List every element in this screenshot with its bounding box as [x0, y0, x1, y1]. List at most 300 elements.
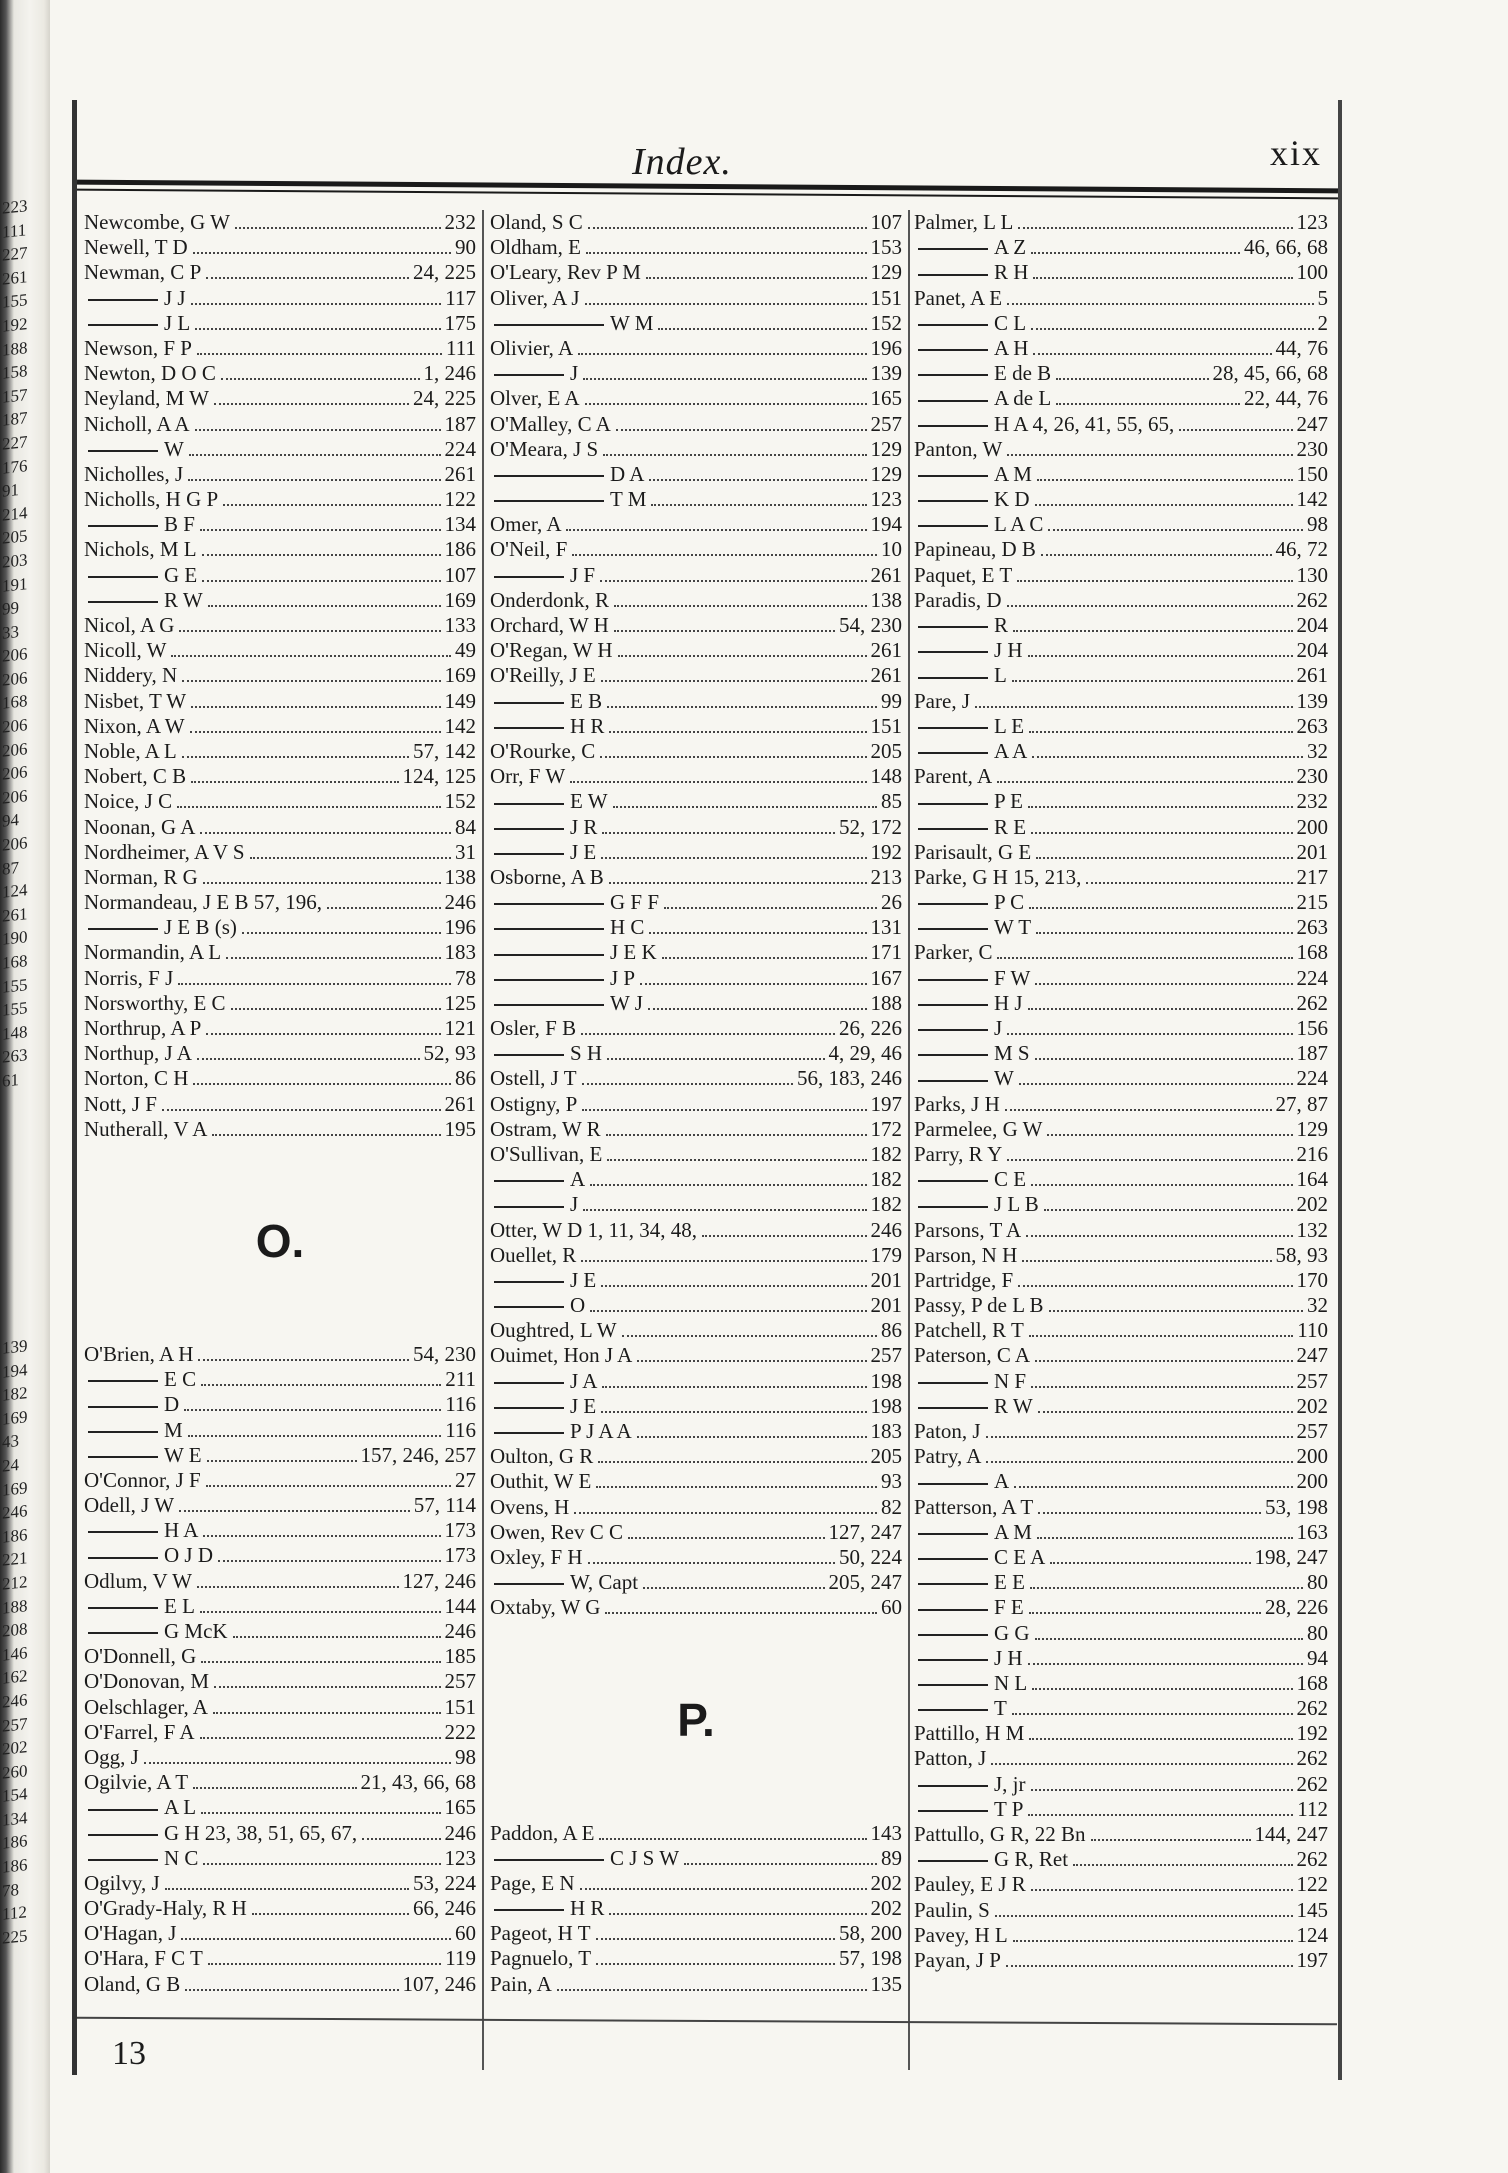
entry-name-text: H A	[164, 1518, 199, 1543]
entry-pages: 46, 66, 68	[1244, 235, 1328, 260]
entry-name-text: Ovens, H	[490, 1494, 570, 1519]
dot-leader	[162, 1109, 441, 1111]
entry-pages: 224	[1296, 965, 1328, 990]
entry-name	[490, 915, 647, 940]
entry-pages: 80	[1307, 1570, 1328, 1595]
facing-page-number: 186	[2, 1855, 28, 1877]
dot-leader	[648, 1008, 867, 1010]
entry-pages: 257	[1296, 1368, 1328, 1393]
dot-leader	[1012, 1713, 1293, 1715]
entry-name	[84, 1041, 195, 1066]
entry-pages: 138	[870, 587, 902, 612]
facing-page-number: 87	[2, 857, 19, 879]
entry-name-text: Olivier, A	[490, 335, 574, 360]
entry-name-text: Normandin, A L	[84, 940, 222, 965]
dot-leader	[207, 1460, 357, 1462]
entry-pages: 139	[1296, 688, 1328, 713]
facing-page-number: 206	[2, 738, 28, 761]
dot-leader	[596, 1486, 877, 1488]
index-entry	[490, 739, 902, 764]
dot-leader	[1029, 731, 1292, 733]
facing-page-number: 169	[2, 1477, 28, 1500]
entry-name-text: O'Sullivan, E	[490, 1141, 603, 1166]
dot-leader	[200, 529, 441, 531]
entry-name-text: K D	[994, 487, 1030, 512]
entry-pages: 152	[444, 789, 476, 814]
entry-name	[914, 1520, 1035, 1545]
entry-name	[914, 336, 1031, 361]
entry-pages: 66, 246	[413, 1896, 476, 1921]
facing-page-number: 157	[2, 384, 28, 407]
entry-pages: 53, 224	[413, 1870, 476, 1895]
ditto-dash	[918, 1080, 988, 1082]
entry-name	[914, 1016, 1005, 1041]
index-entry	[84, 1066, 476, 1091]
index-entry	[914, 1696, 1328, 1721]
facing-page-number: 263	[2, 1045, 28, 1068]
entry-name	[490, 386, 583, 411]
entry-name-text: Panton, W	[914, 436, 1003, 461]
dot-leader	[1028, 1663, 1303, 1665]
dot-leader	[1041, 554, 1272, 556]
index-entry	[914, 966, 1328, 991]
entry-name	[490, 311, 656, 336]
index-entry	[914, 764, 1328, 789]
entry-name	[490, 689, 605, 714]
entry-name	[84, 386, 212, 411]
facing-page-number: 194	[2, 1359, 28, 1382]
index-entry	[84, 1695, 476, 1720]
entry-name-text: F W	[994, 965, 1031, 990]
entry-name-text: E C	[164, 1367, 197, 1392]
dot-leader	[179, 630, 440, 632]
ditto-dash	[918, 1558, 988, 1560]
entry-pages: 168	[1296, 940, 1328, 965]
entry-name	[84, 1418, 186, 1443]
entry-pages: 132	[1296, 1217, 1328, 1242]
ditto-dash	[918, 1659, 988, 1661]
entry-pages: 165	[870, 386, 902, 411]
entry-name	[84, 890, 325, 915]
facing-page-number: 155	[2, 974, 28, 997]
entry-name	[914, 714, 1027, 739]
ditto-dash	[88, 1809, 158, 1811]
entry-name-text: Ostigny, P	[490, 1091, 578, 1116]
dot-leader	[1033, 353, 1271, 355]
entry-pages: 230	[1296, 764, 1328, 789]
entry-name	[84, 286, 189, 311]
dot-leader	[583, 1209, 866, 1211]
index-entry	[914, 890, 1328, 915]
entry-name	[490, 588, 612, 613]
entry-pages: 46, 72	[1275, 537, 1328, 562]
entry-name	[914, 563, 1015, 588]
dot-leader	[1029, 907, 1292, 909]
facing-page-number: 94	[2, 810, 19, 832]
ditto-dash	[494, 1206, 564, 1208]
entry-pages: 21, 43, 66, 68	[360, 1770, 476, 1795]
ditto-dash	[918, 903, 988, 905]
index-entry	[490, 1495, 902, 1520]
dot-leader	[188, 479, 440, 481]
entry-name	[490, 1268, 599, 1293]
entry-pages: 107, 246	[402, 1971, 476, 1996]
ditto-dash	[918, 1609, 988, 1611]
entry-name-text: Nicol, A G	[84, 613, 175, 637]
ditto-dash	[88, 1859, 158, 1861]
facing-page-number: 206	[2, 667, 28, 690]
dot-leader	[1032, 756, 1303, 758]
entry-pages: 187	[444, 411, 476, 436]
ditto-dash	[494, 1909, 564, 1911]
entry-pages: 110	[1297, 1318, 1328, 1343]
entry-name-text: Nichols, M L	[84, 537, 197, 562]
entry-name	[490, 1394, 599, 1419]
dot-leader	[570, 781, 866, 783]
dot-leader	[1013, 630, 1292, 632]
entry-name	[914, 1318, 1027, 1343]
ditto-dash	[918, 374, 988, 376]
entry-pages: 216	[1296, 1141, 1328, 1166]
ditto-dash	[494, 828, 564, 830]
dot-leader	[362, 1838, 440, 1840]
index-entry	[490, 663, 902, 688]
entry-name-text: Onderdonk, R	[490, 587, 609, 612]
entry-name	[84, 915, 240, 940]
entry-name-text: Patchell, R T	[914, 1318, 1024, 1343]
entry-name-text: O'Rourke, C	[490, 738, 596, 763]
entry-pages: 200	[1296, 1469, 1328, 1494]
entry-name	[84, 1619, 231, 1644]
entry-name	[84, 1871, 163, 1896]
index-entry	[490, 966, 902, 991]
entry-pages: 123	[444, 1845, 476, 1870]
ditto-dash	[88, 1607, 158, 1609]
dot-leader	[201, 1384, 441, 1386]
index-entry	[914, 1570, 1328, 1595]
entry-name	[490, 1921, 594, 1946]
index-entry	[490, 437, 902, 462]
entry-pages: 89	[881, 1845, 902, 1870]
ditto-dash	[918, 1810, 988, 1812]
entry-pages: 257	[870, 1343, 902, 1368]
index-entry	[490, 1545, 902, 1570]
index-entry	[914, 991, 1328, 1016]
entry-name-text: R W	[994, 1393, 1033, 1418]
entry-name	[84, 789, 175, 814]
entry-name-text: Nicholl, A A	[84, 411, 190, 436]
entry-pages: 150	[1296, 461, 1328, 486]
index-entry	[490, 1369, 902, 1394]
entry-name-text: A M	[994, 461, 1032, 486]
index-entry	[490, 1444, 902, 1469]
ditto-dash	[494, 576, 564, 578]
facing-page-number: 192	[2, 314, 28, 336]
ditto-dash	[494, 1382, 564, 1384]
ditto-dash	[918, 475, 988, 477]
entry-name-text: G McK	[164, 1619, 228, 1643]
entry-pages: 129	[1296, 1116, 1328, 1141]
entry-name	[84, 840, 248, 865]
entry-name-text: Northup, J A	[84, 1041, 192, 1066]
entry-name	[914, 1872, 1029, 1897]
dot-leader	[609, 731, 866, 733]
index-entry	[914, 1847, 1328, 1872]
entry-name	[84, 210, 233, 235]
entry-name	[914, 1268, 1016, 1293]
dot-leader	[602, 1386, 866, 1388]
entry-name-text: J L B	[994, 1192, 1039, 1217]
index-entry	[84, 588, 476, 613]
index-entry	[84, 1669, 476, 1694]
entry-name-text: Oxley, F H	[490, 1544, 583, 1569]
index-entry	[490, 361, 902, 386]
section-letter: P.	[677, 1693, 715, 1746]
facing-page-number: 154	[2, 1784, 28, 1807]
ditto-dash	[918, 525, 988, 527]
entry-name	[490, 487, 649, 512]
index-entry	[490, 1218, 902, 1243]
dot-leader	[599, 1838, 866, 1840]
index-entry	[914, 462, 1328, 487]
ditto-dash	[918, 626, 988, 628]
entry-pages: 86	[881, 1318, 902, 1343]
dot-leader	[997, 781, 1292, 783]
index-entry	[490, 638, 902, 663]
entry-name	[914, 1595, 1027, 1620]
index-entry	[490, 537, 902, 562]
page-number: xix	[1269, 133, 1322, 173]
entry-name-text: Ogilvie, A T	[84, 1770, 189, 1795]
index-entry	[490, 386, 902, 411]
entry-name	[490, 1218, 700, 1243]
entry-pages: 151	[870, 285, 902, 310]
index-entry	[914, 336, 1328, 361]
dot-leader	[607, 1159, 866, 1161]
dot-leader	[662, 957, 867, 959]
dot-leader	[601, 1411, 866, 1413]
entry-name-text: Payan, J P	[914, 1947, 1001, 1972]
entry-name-text: Passy, P de L B	[914, 1293, 1044, 1318]
ditto-dash	[494, 324, 604, 326]
entry-pages: 151	[444, 1694, 476, 1719]
entry-name	[490, 815, 600, 840]
facing-page-number: 227	[2, 243, 28, 265]
dot-leader	[1031, 252, 1240, 254]
dot-leader	[590, 1184, 866, 1186]
facing-page-number: 112	[2, 1902, 27, 1925]
index-entry	[914, 1772, 1328, 1797]
ditto-dash	[494, 1859, 604, 1861]
index-entry	[84, 815, 476, 840]
entry-name-text: Paulin, S	[914, 1897, 990, 1922]
index-entry	[84, 1745, 476, 1770]
index-entry	[84, 412, 476, 437]
page-title: Index.	[632, 141, 732, 183]
entry-pages: 139	[870, 361, 902, 386]
index-entry	[914, 588, 1328, 613]
entry-name-text: H R	[570, 713, 605, 738]
dot-leader	[193, 1083, 451, 1085]
entry-pages: 94	[1307, 1645, 1328, 1670]
entry-name	[914, 940, 995, 965]
entry-pages: 247	[1296, 1343, 1328, 1368]
entry-pages: 145	[1296, 1897, 1328, 1922]
entry-name	[490, 1871, 578, 1896]
dot-leader	[664, 907, 877, 909]
index-entry	[84, 1117, 476, 1142]
facing-page-number: 91	[2, 480, 19, 501]
entry-name	[490, 1142, 605, 1167]
index-entry	[84, 1594, 476, 1619]
dot-leader	[586, 252, 867, 254]
entry-name	[84, 1745, 142, 1770]
entry-name-text: Nott, J F	[84, 1091, 157, 1116]
index-entry	[914, 1394, 1328, 1419]
entry-name	[914, 1621, 1033, 1646]
entry-name-text: Papineau, D B	[914, 537, 1036, 562]
entry-name	[490, 638, 616, 663]
index-entry	[84, 663, 476, 688]
index-entry	[490, 689, 902, 714]
entry-pages: 246	[444, 890, 476, 915]
entry-name-text: T P	[994, 1796, 1024, 1821]
entry-name-text: Nixon, A W	[84, 713, 185, 738]
dot-leader	[1031, 1184, 1292, 1186]
dot-leader	[235, 227, 441, 229]
index-entry	[914, 1595, 1328, 1620]
index-entry	[914, 1948, 1328, 1973]
index-entry	[490, 1570, 902, 1595]
entry-pages: 78	[455, 965, 476, 990]
index-entry	[914, 840, 1328, 865]
entry-pages: 152	[870, 310, 902, 335]
dot-leader	[1036, 857, 1292, 859]
entry-name	[914, 1772, 1029, 1797]
facing-page-number: 124	[2, 880, 28, 903]
ditto-dash	[494, 1306, 564, 1308]
ditto-dash	[88, 450, 158, 452]
entry-pages: 175	[444, 310, 476, 335]
dot-leader	[614, 605, 867, 607]
index-entry	[84, 1846, 476, 1871]
entry-name-text: J P	[610, 965, 636, 990]
entry-name	[84, 437, 187, 462]
dot-leader	[1026, 1235, 1292, 1237]
entry-name-text: A L	[164, 1795, 197, 1820]
dot-leader	[189, 454, 441, 456]
dot-leader	[581, 1033, 835, 1035]
facing-page-number: 186	[2, 1831, 28, 1854]
dot-leader	[566, 529, 866, 531]
index-entry	[84, 260, 476, 285]
entry-name-text: W M	[610, 310, 654, 335]
entry-name	[914, 462, 1035, 487]
dot-leader	[144, 1762, 451, 1764]
dot-leader	[1031, 1789, 1293, 1791]
facing-page-number: 206	[2, 715, 28, 737]
dot-leader	[1035, 1058, 1293, 1060]
index-entry	[84, 1041, 476, 1066]
facing-page-number: 188	[2, 337, 28, 360]
dot-leader	[598, 1461, 866, 1463]
index-entry	[84, 462, 476, 487]
entry-name-text: L	[994, 663, 1007, 688]
dot-leader	[193, 1787, 356, 1789]
entry-name-text: J E	[570, 1393, 597, 1418]
facing-page-number: 225	[2, 1925, 28, 1948]
entry-name	[914, 487, 1033, 512]
index-entry	[84, 563, 476, 588]
entry-pages: 205	[870, 1444, 902, 1469]
entry-pages: 58, 200	[839, 1921, 902, 1946]
entry-name-text: J H	[994, 638, 1023, 663]
entry-name	[914, 1444, 984, 1469]
entry-name-text: Pattullo, G R, 22 Bn	[914, 1822, 1086, 1846]
entry-pages: 213	[870, 864, 902, 889]
dot-leader	[995, 1915, 1293, 1917]
facing-page-number: 43	[2, 1431, 19, 1453]
entry-name-text: S H	[570, 1041, 603, 1066]
facing-page-number: 206	[2, 762, 28, 785]
dot-leader	[202, 580, 440, 582]
index-entry	[84, 1946, 476, 1971]
entry-name	[490, 1369, 600, 1394]
entry-name-text: Pauley, E J R	[914, 1872, 1026, 1897]
ditto-dash	[918, 1004, 988, 1006]
entry-name-text: E L	[164, 1593, 195, 1618]
index-entry	[490, 1821, 902, 1846]
dot-leader	[182, 680, 440, 682]
ditto-dash	[88, 299, 158, 301]
ditto-dash	[918, 1709, 988, 1711]
dot-leader	[574, 1512, 877, 1514]
entry-name-text: Patton, J	[914, 1746, 987, 1771]
entry-pages: 84	[455, 814, 476, 839]
dot-leader	[201, 1661, 440, 1663]
entry-name-text: J	[994, 1016, 1003, 1040]
dot-leader	[986, 1461, 1292, 1463]
entry-pages: 57, 198	[839, 1946, 902, 1971]
index-entry	[914, 1016, 1328, 1041]
entry-name	[914, 1419, 984, 1444]
entry-pages: 230	[1296, 436, 1328, 461]
dot-leader	[177, 806, 440, 808]
ditto-dash	[494, 1432, 564, 1434]
dot-leader	[583, 378, 866, 380]
entry-name-text: Nordheimer, A V S	[84, 839, 245, 864]
dot-leader	[596, 1963, 835, 1965]
entry-pages: 262	[1296, 1847, 1328, 1872]
index-entry	[914, 235, 1328, 260]
entry-name-text: Orr, F W	[490, 764, 566, 789]
ditto-dash	[918, 1054, 988, 1056]
dot-leader	[1028, 1008, 1293, 1010]
index-entry	[490, 1469, 902, 1494]
entry-name	[914, 412, 1177, 437]
entry-pages: 98	[1307, 512, 1328, 537]
entry-pages: 164	[1296, 1167, 1328, 1192]
entry-pages: 262	[1296, 1696, 1328, 1721]
dot-leader	[171, 655, 451, 657]
entry-name	[490, 1041, 605, 1066]
signature-mark: 13	[112, 2035, 146, 2072]
entry-pages: 224	[1296, 1066, 1328, 1091]
ditto-dash	[918, 677, 988, 679]
dot-leader	[590, 1310, 866, 1312]
entry-pages: 202	[1296, 1192, 1328, 1217]
ditto-dash	[88, 1406, 158, 1408]
